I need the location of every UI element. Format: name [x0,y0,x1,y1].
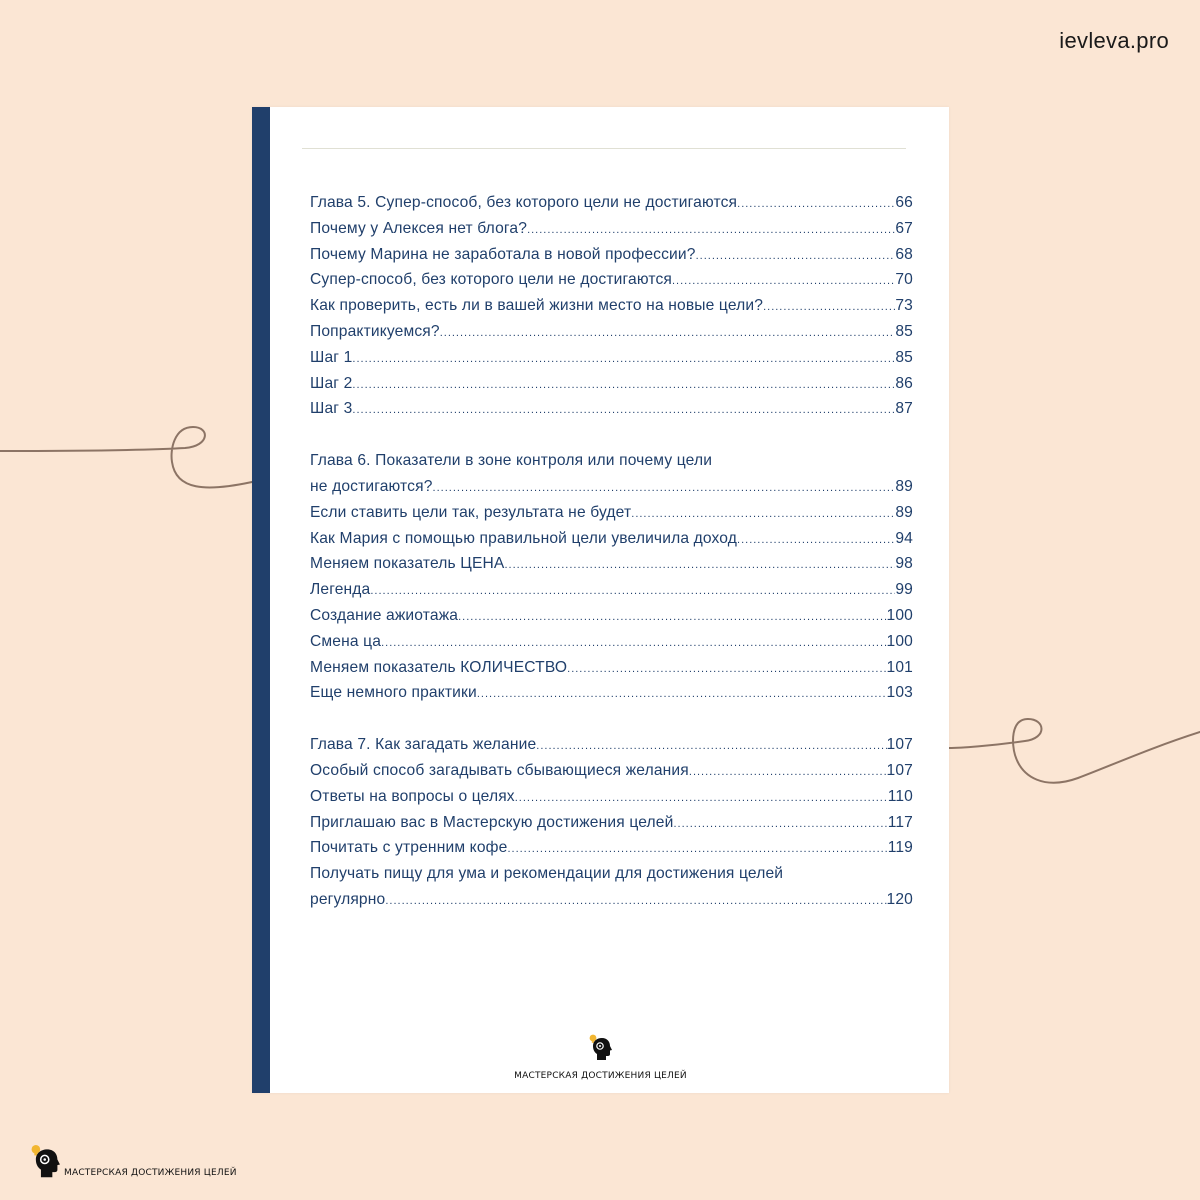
toc-entry-title: Легенда [310,581,371,599]
toc-entry[interactable] [310,887,913,913]
toc-entry-title: Если ставить цели так, результата не будет [310,503,632,521]
page-footer [252,1033,949,1093]
toc-entry-page: 100 [886,632,913,650]
toc-entry-page: 119 [887,839,913,857]
toc-dot-leader [352,347,895,373]
toc-entry[interactable] [310,345,913,371]
toc-entry[interactable] [310,242,913,268]
toc-chapter-heading[interactable]: Получать пищу для ума и рекомендации для достижения целей [310,865,784,883]
toc-dot-leader [370,579,895,605]
toc-entry[interactable] [310,577,913,603]
toc-entry-title: Шаг 3 [310,400,353,418]
toc-entry[interactable] [310,267,913,293]
toc-entry-page: 89 [895,477,913,495]
toc-dot-leader [381,631,886,657]
toc-entry-title: Шаг 2 [310,374,353,392]
toc-entry-page: 107 [886,736,913,754]
head-lightbulb-icon [28,1143,64,1181]
toc-entry[interactable] [310,835,913,861]
toc-entry-title: не достигаются? [310,477,433,495]
toc-section-chapter-6 [310,448,913,706]
page-spine-stripe [252,107,270,1093]
toc-entry-title: Как Мария с помощью правильной цели увеличила доход [310,529,738,547]
toc-entry-page: 85 [895,322,913,340]
toc-entry-title: Меняем показатель КОЛИЧЕСТВО [310,658,568,676]
toc-dot-leader [504,553,895,579]
toc-entry-title: Ответы на вопросы о целях [310,787,515,805]
toc-entry[interactable] [310,603,913,629]
toc-entry[interactable] [310,319,913,345]
toc-entry-title: Глава 5. Супер-способ, без которого цели не достигаются [310,194,738,211]
toc-entry-title: Приглашаю вас в Мастерскую достижения целей [310,813,674,831]
toc-entry-page: 94 [895,529,913,547]
toc-dot-leader [673,812,887,838]
toc-entry[interactable] [310,216,913,242]
book-page [252,107,949,1093]
toc-entry-title: Глава 7. Как загадать желание [310,736,537,754]
toc-entry[interactable] [310,629,913,655]
toc-entry-title: Особый способ загадывать сбывающиеся желания [310,761,689,779]
toc-dot-leader [527,218,895,244]
toc-entry-title: Супер-способ, без которого цели не достигаются [310,271,672,289]
toc-entry-page: 101 [886,658,913,676]
toc-entry-page: 68 [895,245,913,263]
toc-entry-title: Почему Марина не заработала в новой профессии? [310,245,696,263]
toc-dot-leader [433,476,896,502]
toc-entry[interactable] [310,190,913,216]
toc-dot-leader [385,889,886,915]
toc-entry[interactable] [310,655,913,681]
toc-entry[interactable] [310,500,913,526]
page-top-divider [302,148,906,149]
toc-entry-page: 89 [895,503,913,521]
toc-entry-page: 67 [895,219,913,237]
toc-entry-title: Почему у Алексея нет блога? [310,219,528,237]
site-url[interactable]: ievleva.pro [1059,28,1169,53]
toc-entry[interactable] [310,551,913,577]
toc-entry[interactable] [310,526,913,552]
toc-dot-leader [631,502,895,528]
toc-dot-leader [737,528,895,554]
toc-dot-leader [352,398,895,424]
toc-entry-title: Почитать с утренним кофе [310,839,508,857]
toc-entry[interactable] [310,732,913,758]
toc-dot-leader [737,192,895,218]
toc-entry-page: 66 [895,194,913,211]
toc-entry[interactable] [310,680,913,706]
toc-entry-title: Как проверить, есть ли в вашей жизни место на новые цели? [310,297,764,315]
toc-dot-leader [567,657,886,683]
toc-entry-title: Шаг 1 [310,348,353,366]
toc-entry-title: регулярно [310,890,386,908]
toc-entry-page: 70 [895,271,913,289]
toc-entry-title: Создание ажиотажа [310,606,459,624]
toc-entry-page: 87 [895,400,913,418]
toc-entry-title: Еще немного практики [310,684,477,702]
toc-entry[interactable] [310,396,913,422]
toc-entry-page: 103 [886,684,913,702]
toc-dot-leader [477,682,887,708]
head-lightbulb-icon [588,1033,614,1063]
toc-dot-leader [440,321,896,347]
toc-dot-leader [689,760,887,786]
toc-chapter-heading[interactable]: Глава 6. Показатели в зоне контроля или почему цели [310,452,713,470]
toc-entry[interactable] [310,293,913,319]
toc-entry[interactable] [310,474,913,500]
toc-dot-leader [352,373,895,399]
toc-entry-page: 86 [895,374,913,392]
toc-entry-page: 100 [886,606,913,624]
toc-section-chapter-7 [310,732,913,913]
toc-entry-page: 110 [887,787,913,805]
toc-dot-leader [672,269,895,295]
toc-entry-page: 73 [895,297,913,315]
toc-entry[interactable] [310,784,913,810]
toc-entry[interactable] [310,371,913,397]
toc-entry-page: 98 [895,555,913,573]
toc-dot-leader [515,786,888,812]
toc-dot-leader [763,295,895,321]
toc-dot-leader [458,605,886,631]
toc-entry-title: Смена ца [310,632,382,650]
toc-entry-page: 117 [887,813,913,831]
toc-dot-leader [536,734,886,760]
corner-brand-name: МАСТЕРСКАЯ ДОСТИЖЕНИЯ ЦЕЛЕЙ [64,1168,237,1178]
toc-dot-leader [507,837,887,863]
toc-entry[interactable] [310,810,913,836]
toc-entry-page: 85 [895,348,913,366]
footer-brand-name: МАСТЕРСКАЯ ДОСТИЖЕНИЯ ЦЕЛЕЙ [514,1071,687,1081]
toc-entry[interactable] [310,758,913,784]
toc-entry-title: Меняем показатель ЦЕНА [310,555,505,573]
toc-dot-leader [696,244,896,270]
toc-entry-page: 107 [886,761,913,779]
toc-entry-title: Попрактикуемся? [310,322,440,340]
toc-entry-page: 99 [895,581,913,599]
toc-entry-page: 120 [886,890,913,908]
toc-section-chapter-5 [310,190,913,422]
table-of-contents [310,190,913,939]
